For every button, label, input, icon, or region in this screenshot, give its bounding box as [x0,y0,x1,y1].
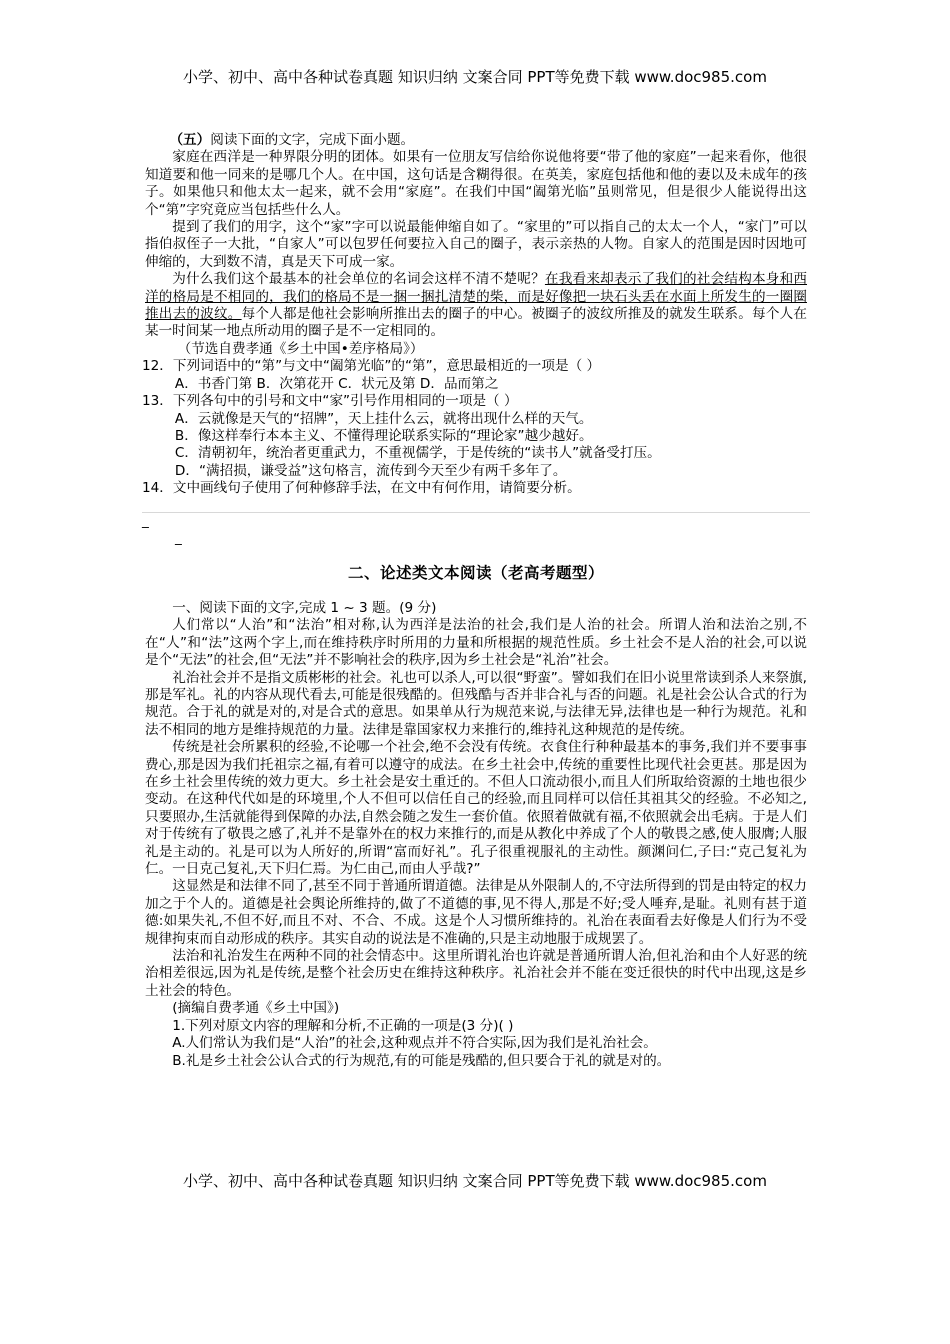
page-header: 小学、初中、高中各种试卷真题 知识归纳 文案合同 PPT等免费下载 www.doc985.com [183,68,767,86]
document-body [142,132,808,1070]
passage-paragraph: 传统是社会所累积的经验,不论哪一个社会,绝不会没有传统。衣食住行种种最基本的事务,我们并不要事事费心,那是因为我们托祖宗之福,有着可以遵守的成法。在乡土社会中,传统的重要性比现代社会更甚。那是因为在乡土社会里传统的效力更大。乡土社会是安土重迁的。不但人口流动很小,而且人们所取给资源的土地也很少变动。在这种代代如是的环境里,个人不但可以信任自己的经验,而且同样可以信任其祖其父的经验。不必知之,只要照办,生活就能得到保障的办法,自然会随之发生一套价值。依照着做就有福,不依照就会出毛病。于是人们对于传统有了敬畏之感了,礼并不是靠外在的权力来推行的,而是从教化中养成了个人的敬畏之感,使人服膺;人服礼是主动的。礼是可以为人所好的,所谓“富而好礼”。孔子很重视服礼的主动性。颜渊问仁,子曰:“克己复礼为仁。一日克己复礼,天下归仁焉。为仁由己,而由人乎哉?” [145,739,807,878]
underlined-sentence: 在我看来却表示了我们的社会结构本身和西洋的格局是不相同的，我们的格局不是一捆一捆扎清楚的柴，而是好像把一块石头丢在水面上所发生的一圈圈推出去的波纹。 [145,271,808,323]
answer-blank: _ [175,529,182,546]
question-13-option-d: D．“满招损，谦受益”这句格言，流传到今天至少有两千多年了。 [174,462,567,479]
passage-paragraph [145,271,807,341]
question-12-options: A．书香门第 B．次第花开 C．状元及第 D．品而第之 [174,375,499,392]
question-13-option-b: B．像这样奉行本本主义、不懂得理论联系实际的“理论家”越少越好。 [174,427,593,444]
passage-source: (摘编自费孝通《乡土中国》) [172,1000,340,1017]
question-12: 12．下列词语中的“第”与文中“阖第光临”的“第”，意思最相近的一项是（ ） [142,358,601,375]
answer-blank: _ [142,512,149,529]
question-1-option-a: A.人们常认为我们是“人治”的社会,这种观点并不符合实际,因为我们是礼治社会。 [172,1035,657,1052]
section-5-heading [145,132,807,149]
question-13-option-c: C．清朝初年，统治者更重武力，不重视儒学，于是传统的“读书人”就备受打压。 [174,445,661,462]
passage-paragraph: 这显然是和法律不同了,甚至不同于普通所谓道德。法律是从外限制人的,不守法所得到的罚是由特定的权力加之于个人的。道德是社会舆论所维持的,做了不道德的事,见不得人,那是不好;受人唾弃,是耻。礼则有甚于道德:如果失礼,不但不好,而且不对、不合、不成。这是个人习惯所维持的。礼治在表面看去好像是人们行为不受规律拘束而自动形成的秩序。其实自动的说法是不准确的,只是主动地服于成规罢了。 [145,878,807,947]
answer-line [142,498,810,513]
question-13-option-a: A．云就像是天气的“招牌”，天上挂什么云，就将出现什么样的天气。 [174,410,593,427]
passage-paragraph: 法治和礼治发生在两种不同的社会情态中。这里所谓礼治也许就是普通所谓人治,但礼治和由个人好恶的统治相差很远,因为礼是传统,是整个社会历史在维持这种秩序。礼治社会并不能在变迁很快的时代中出现,这是乡土社会的特色。 [145,948,807,999]
section-5-label: （五） [169,132,211,148]
passage-paragraph: 人们常以“人治”和“法治”相对称,认为西洋是法治的社会,我们是人治的社会。所谓人治和法治之别,不在“人”和“法”这两个字上,而在维持秩序时所用的力量和所根据的规范性质。乡土社会不是人治的社会,可以说是个“无法”的社会,但“无法”并不影响社会的秩序,因为乡土社会是“礼治”社会。 [145,617,807,669]
para-text: 每个人都是他社会影响所推出去的圈子的中心。被圈子的波纹所推及的就发生联系。每个人在某一时间某一地点所动用的圈子是不一定相同的。 [145,306,808,340]
question-1-option-b: B.礼是乡土社会公认合式的行为规范,有的可能是残酷的,但只要合于礼的就是对的。 [172,1052,671,1069]
passage-paragraph: 礼治社会并不是指文质彬彬的社会。礼也可以杀人,可以很“野蛮”。譬如我们在旧小说里常读到杀人来祭旗,那是军礼。礼的内容从现代看去,可能是很残酷的。但残酷与否并非合礼与否的问题。礼是社会公认合式的行为规范。合于礼的就是对的,对是合式的意思。如果单从行为规范来说,与法律无异,法律也是一种行为规范。礼和法不相同的地方是维持规范的力量。法律是靠国家权力来推行的,维持礼这种规范的是传统。 [145,669,807,738]
passage-source: （节选自费孝通《乡土中国•差序格局》） [177,340,424,357]
part-2-title: 二、论述类文本阅读（老高考题型） [347,563,604,582]
question-14: 14．文中画线句子使用了何种修辞手法，在文中有何作用，请简要分析。 [142,480,581,497]
para-text: 为什么我们这个最基本的社会单位的名词会这样不清不楚呢？ [172,271,545,288]
question-1: 1.下列对原文内容的理解和分析,不正确的一项是(3 分)( ) [172,1017,514,1034]
passage-paragraph: 家庭在西洋是一种界限分明的团体。如果有一位朋友写信给你说他将要“带了他的家庭”一起来看你，他很知道要和他一同来的是哪几个人。在中国，这句话是含糊得很。在英美，家庭包括他和他的妻以及未成年的孩子。如果他只和他太太一起来，就不会用“家庭”。在我们中国“阖第光临”虽则常见，但是很少人能说得出这个“第”字究竟应当包括些什么人。 [145,149,807,218]
page-footer: 小学、初中、高中各种试卷真题 知识归纳 文案合同 PPT等免费下载 www.doc985.com [183,1172,767,1190]
section-5-instruction: 阅读下面的文字，完成下面小题。 [210,132,415,148]
passage-paragraph: 提到了我们的用字，这个“家”字可以说最能伸缩自如了。“家里的”可以指自己的太太一个人，“家门”可以指伯叔侄子一大批，“自家人”可以包罗任何要拉入自己的圈子，表示亲热的人物。自家人的范围是因时因地可伸缩的，大到数不清，真是天下可成一家。 [145,219,807,270]
question-13: 13．下列各句中的引号和文中“家”引号作用相同的一项是（ ） [142,393,518,410]
part-2-lead: 一、阅读下面的文字,完成 1 ~ 3 题。(9 分) [172,599,437,616]
